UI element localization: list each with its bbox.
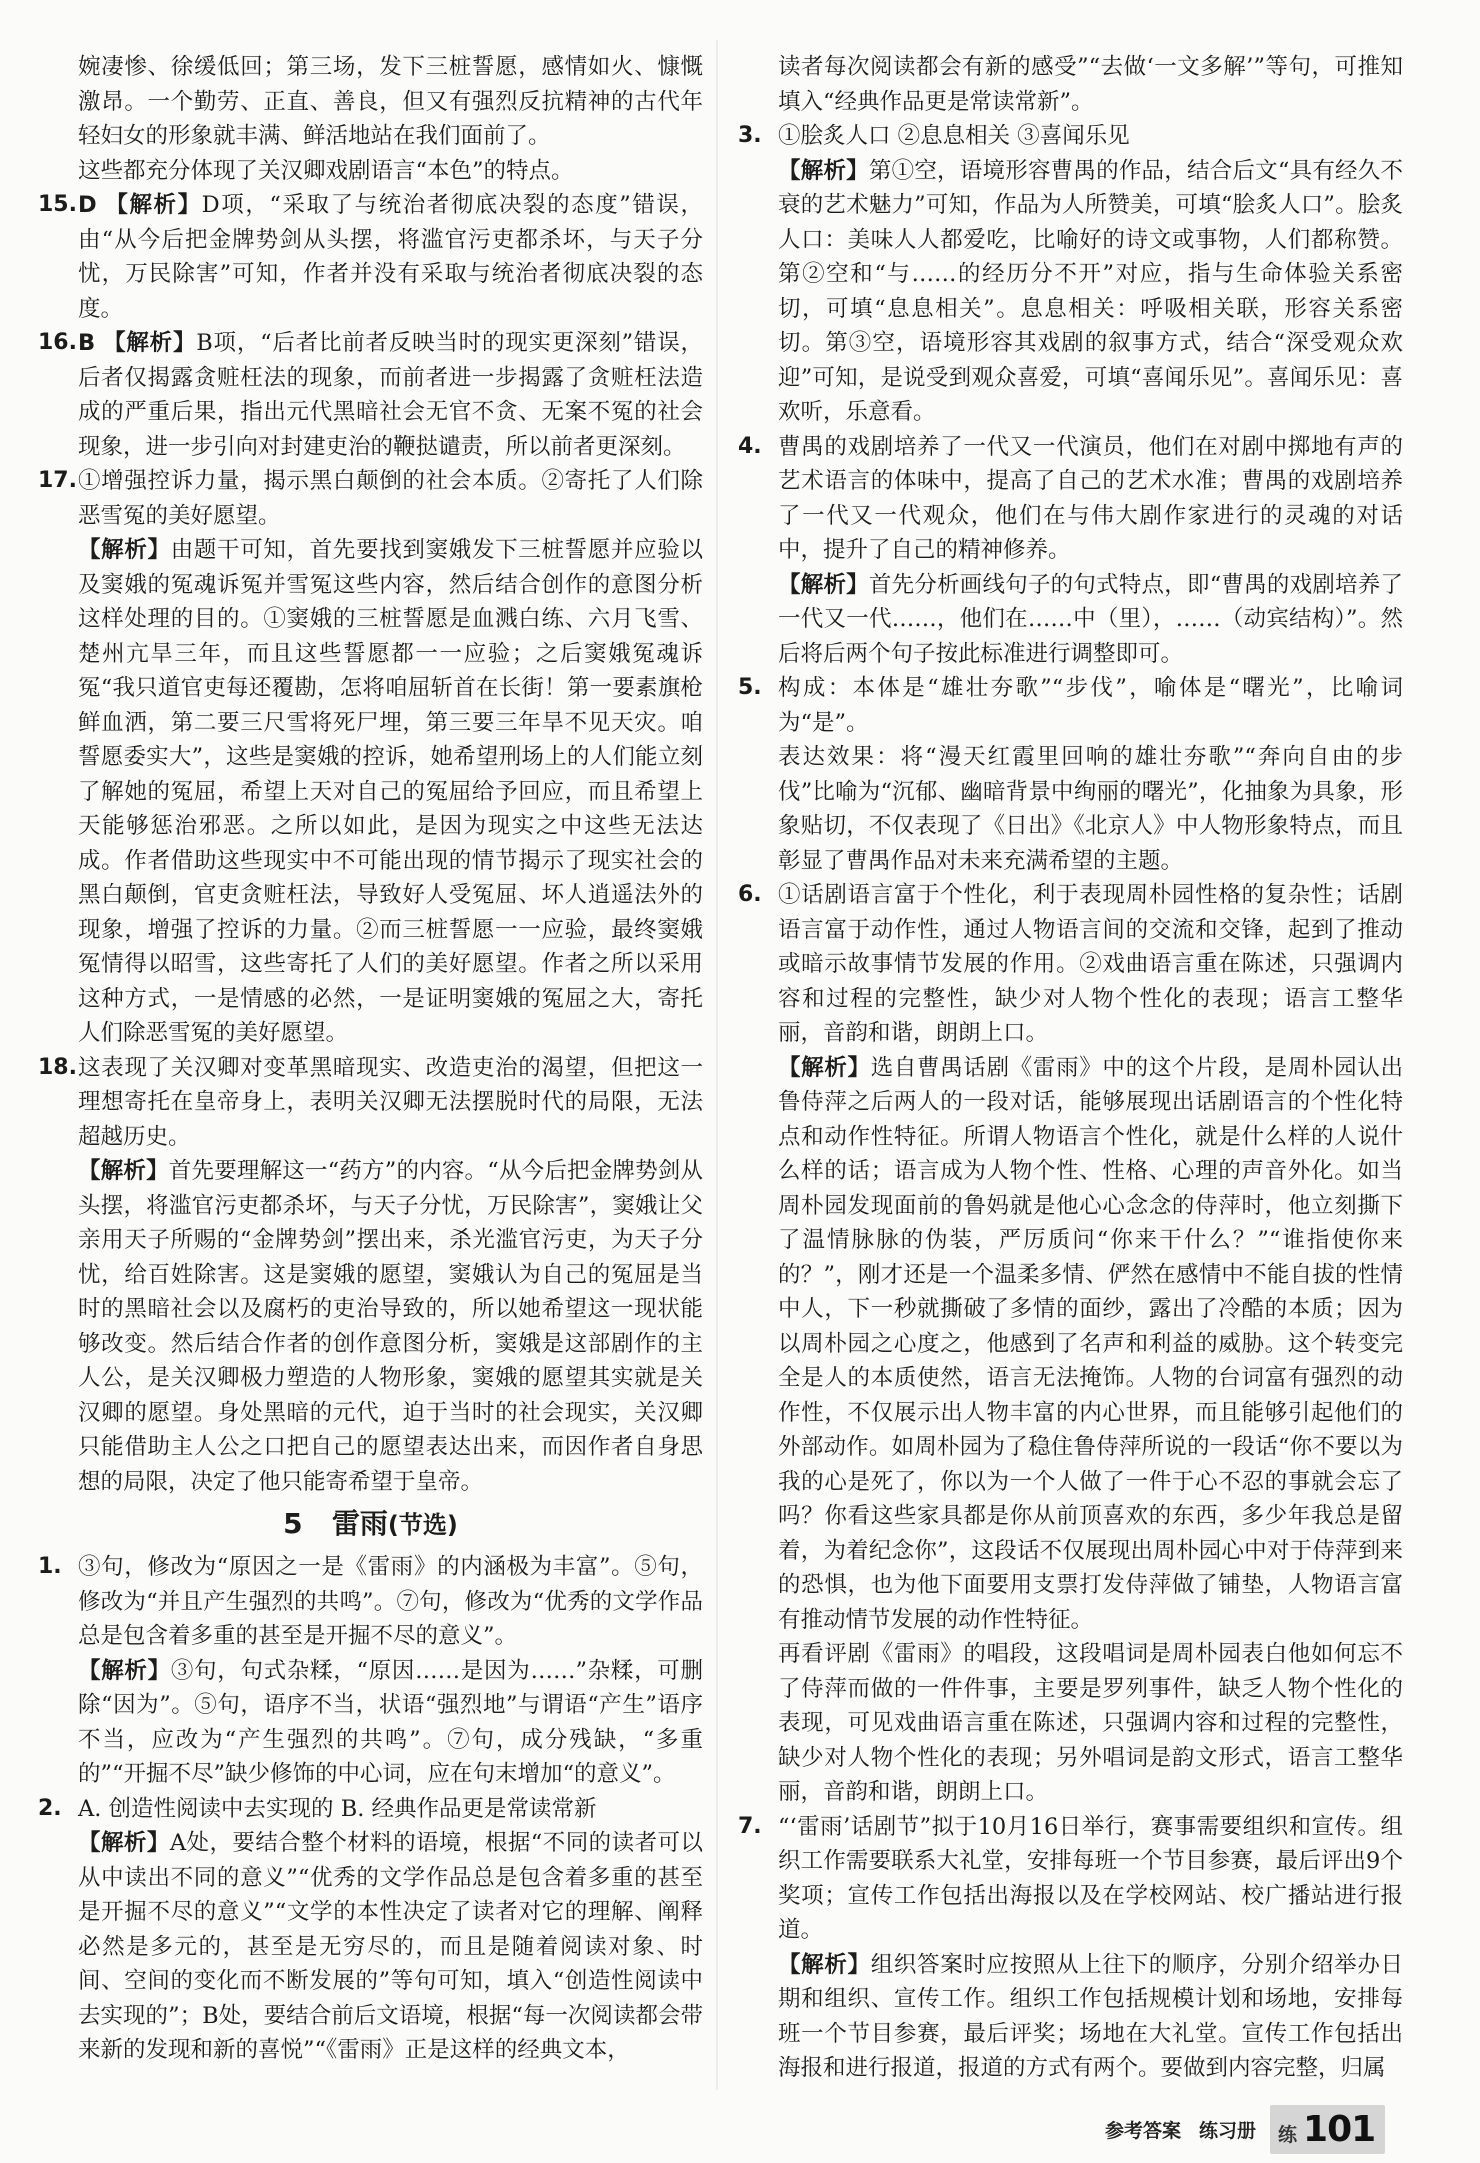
answer-choice: D [78,192,97,218]
analysis-text: 首先分析画线句子的句式特点，即“曹禺的戏剧培养了一代又一代……，他们在……中（里），……（动宾结构）”。然后将后两个句子按此标准进行调整即可。 [778,571,1403,667]
analysis-s7 [738,1948,1403,2086]
answer-choice: B [78,330,96,356]
answer-text: “‘雷雨’话剧节”拟于10月16日举行，赛事需要组织和宣传。组织工作需要联系大礼堂，安排每班一个节目参赛，最后评出9个奖项；宣传工作包括出海报以及在学校网站、校广播站进行报道。 [778,1813,1403,1943]
analysis-s2 [38,1826,703,2068]
right-column [738,50,1403,2086]
analysis-tag: 【解析】 [103,330,197,356]
left-column [38,50,703,2068]
analysis-text: A处，要结合整个材料的语境，根据“不同的读者可以从中读出不同的意义”“优秀的文学作品总是包含着多重的甚至是开掘不尽的意义”“文学的本性决定了读者对它的理解、阐释必然是多元的，甚至是无穷尽的，而且是随着阅读对象、时间、空间的变化而不断发展的”等句可知，填入“创造性阅读中去实现的”；B处，要结合前后文语境，根据“每一次阅读都会带来新的发现和新的喜悦”“《雷雨》正是这样的经典文本， [78,1830,703,2063]
analysis-text: ③句，句式杂糅，“原因……是因为……”杂糅，可删除“因为”。⑤句，语序不当，状语“强烈地”与谓语“产生”语序不当，应改为“产生强烈的共鸣”。⑦句，成分残缺，“多重的”“开掘不尽”缺少修饰的中心词，应在句末增加“的意义”。 [78,1657,703,1787]
answer-text: 构成：本体是“雄壮夯歌”“步伐”，喻体是“曙光”，比喻词为“是”。 [778,675,1403,736]
answer-text: ①话剧语言富于个性化，利于表现周朴园性格的复杂性；话剧语言富于动作性，通过人物语言间的交流和交锋，起到了推动或暗示故事情节发展的作用。②戏曲语言重在陈述，只强调内容和过程的完整性，缺少对人物个性化的表现；语言工整华丽，音韵和谐，朗朗上口。 [778,882,1403,1046]
analysis-tag: 【解析】 [778,157,869,184]
footer-practice-label: 练 [1278,2123,1298,2146]
question-number: 18. [38,1054,77,1080]
analysis-tag: 【解析】 [78,1657,171,1684]
analysis-text: D项，“采取了与统治者彻底决裂的态度”错误，由“从今后把金牌势剑从头摆，将滥官污吏都杀坏，与天子分忧，万民除害”可知，作者并没有采取与统治者彻底决裂的态度。 [78,192,703,322]
analysis-tag: 【解析】 [78,1830,170,1856]
section-question-5 [738,671,1403,740]
answer-text: 曹禺的戏剧培养了一代又一代演员，他们在对剧中掷地有声的艺术语言的体味中，提高了自己的艺术水准；曹禺的戏剧培养了一代又一代观众，他们在与伟大剧作家进行的灵魂的对话中，提升了自己的精神修养。 [778,433,1403,563]
section-title: 雷雨 [331,1507,388,1540]
question-number: 15. [38,192,77,217]
answer-text: 这表现了关汉卿对变革黑暗现实、改造吏治的渴望，但把这一理想寄托在皇帝身上，表明关汉卿无法摆脱时代的局限，无法超越历史。 [78,1054,703,1150]
continued-text: 婉凄惨、徐缓低回；第三场，发下三桩誓愿，感情如火、慷慨激昂。一个勤劳、正直、善良，但又有强烈反抗精神的古代年轻妇女的形象就丰满、鲜活地站在我们面前了。 [78,54,703,149]
question-number: 5. [738,675,762,700]
question-number: 7. [738,1813,762,1839]
question-16 [38,326,703,464]
answer-text: ①增强控诉力量，揭示黑白颠倒的社会本质。②寄托了人们除恶雪冤的美好愿望。 [78,468,703,529]
page-fold-divider [716,40,718,2090]
page-footer [1105,2104,1385,2154]
answer-text: ①脍炙人口 ②息息相关 ③喜闻乐见 [778,123,1130,149]
analysis-17 [38,533,703,1051]
analysis-text: 由题干可知，首先要找到窦娥发下三桩誓愿并应验以及窦娥的冤魂诉冤并雪冤这些内容，然后结合创作的意图分析这样处理的目的。①窦娥的三桩誓愿是血溅白练、六月飞雪、楚州亢旱三年，而且这些誓愿都一一应验；之后窦娥冤魂诉冤“我只道官吏每还覆勘，怎将咱屈斩首在长街！第一要素旗枪鲜血洒，第二要三尺雪将死尸埋，第三要三年旱不见天灾。咱誓愿委实大”，这些是窦娥的控诉，她希望刑场上的人们能立刻了解她的冤屈，希望上天对自己的冤屈给予回应，而且希望上天能够惩治邪恶。之所以如此，是因为现实之中这些无法达成。作者借助这些现实中不可能出现的情节揭示了现实社会的黑白颠倒，官吏贪赃枉法，导致好人受冤屈、坏人逍遥法外的现象，增强了控诉的力量。②而三桩誓愿一一应验，最终窦娥冤情得以昭雪，这些寄托了人们的美好愿望。作者之所以采用这种方式，一是情感的必然，一是证明窦娥的冤屈之大，寄托人们除恶雪冤的美好愿望。 [78,537,703,1046]
analysis-text: B项，“后者比前者反映当时的现实更深刻”错误，后者仅揭露贪赃枉法的现象，而前者进一步揭露了贪赃枉法造成的严重后果，指出元代黑暗社会无官不贪、无案不冤的社会现象，进一步引向对封建吏治的鞭挞谴责，所以前者更深刻。 [78,330,703,460]
analysis-s1 [38,1654,703,1792]
question-17 [38,464,703,533]
section-question-1 [38,1550,703,1654]
analysis-s4 [738,568,1403,672]
analysis-tag: 【解析】 [778,1951,871,1978]
question-number: 3. [738,123,762,148]
section-question-4 [738,430,1403,568]
analysis-tag: 【解析】 [778,1054,871,1081]
section-heading [38,1501,703,1548]
section-question-2 [38,1792,703,1827]
question-number: 6. [738,882,762,907]
question-15 [38,188,703,326]
question-number: 16. [38,330,77,355]
section-question-7 [738,1810,1403,1948]
question-number: 1. [38,1554,62,1579]
section-number: 5 [283,1507,303,1540]
answer-text: A. 创造性阅读中去实现的 B. 经典作品更是常读常新 [78,1795,597,1822]
page-number-box [1270,2105,1385,2154]
analysis-tag: 【解析】 [78,1158,169,1184]
analysis-s3 [738,154,1403,430]
analysis-text: 选自曹禺话剧《雷雨》中的这个片段，是周朴园认出鲁侍萍之后两人的一段对话，能够展现出话剧语言的个性化特点和动作性特征。所谓人物语言个性化，就是什么样的人说什么样的话；语言成为人物个性、性格、心理的声音外化。如当周朴园发现面前的鲁妈就是他心心念念的侍萍时，他立刻撕下了温情脉脉的伪装，严厉质问“你来干什么？”“谁指使你来的？”，刚才还是一个温柔多情、俨然在感情中不能自拔的性情中人，下一秒就撕破了多情的面纱，露出了冷酷的本质；因为以周朴园之心度之，他感到了名声和利益的威胁。这个转变完全是人的本质使然，语言无法掩饰。人物的台词富有强烈的动作性，不仅展示出人物丰富的内心世界，而且能够引起他们的外部动作。如周朴园为了稳住鲁侍萍所说的一段话“你不要以为我的心是死了，你以为一个人做了一件于心不忍的事就会忘了吗？你看这些家具都是你从前顶喜欢的东西，多少年我总是留着，为着纪念你”，这段话不仅展现出周朴园心中对于侍萍到来的恐惧，也为他下面要用支票打发侍萍做了铺垫，人物语言富有推动情节发展的动作性特征。 [778,1054,1403,1633]
section-subtitle: (节选) [387,1511,458,1539]
continued-text: 读者每次阅读都会有新的感受”“去做‘一文多解’”等句，可推知填入“经典作品更是常读常新”。 [778,54,1403,115]
question-number: 17. [38,468,77,493]
analysis-18 [38,1154,703,1499]
analysis-s6-continued: 再看评剧《雷雨》的唱段，这段唱词是周朴园表白他如何忘不了侍萍而做的一件件事，主要是罗列事件，缺乏人物个性化的表现，可见戏曲语言重在陈述，只强调内容和过程的完整性，缺少对人物个性化的表现；另外唱词是韵文形式，语言工整华丽，音韵和谐，朗朗上口。 [778,1641,1403,1805]
footer-workbook: 练习册 [1199,2119,1257,2142]
effect-text: 表达效果：将“漫天红霞里回响的雄壮夯歌”“奔向自由的步伐”比喻为“沉郁、幽暗背景中绚丽的曙光”，化抽象为具象，形象贴切，不仅表现了《日出》《北京人》中人物形象特点，而且彰显了曹禺作品对未来充满希望的主题。 [778,744,1403,874]
analysis-tag: 【解析】 [78,537,171,563]
section-question-3 [738,119,1403,154]
continued-conclusion: 这些都充分体现了关汉卿戏剧语言“本色”的特点。 [78,157,574,184]
section-question-6 [738,878,1403,1051]
question-number: 2. [38,1795,62,1821]
page-number: 101 [1303,2108,1376,2150]
analysis-tag: 【解析】 [778,571,869,598]
footer-reference-answers: 参考答案 [1105,2119,1182,2142]
analysis-tag: 【解析】 [105,192,202,218]
analysis-text: 第①空，语境形容曹禺的作品，结合后文“具有经久不衰的艺术魅力”可知，作品为人所赞美，可填“脍炙人口”。脍炙人口：美味人人都爱吃，比喻好的诗文或事物，人们都称赞。第②空和“与……的经历分不开”对应，指与生命体验关系密切，可填“息息相关”。息息相关：呼吸相关联，形容关系密切。第③空，语境形容其戏剧的叙事方式，结合“深受观众欢迎”可知，是说受到观众喜爱，可填“喜闻乐见”。喜闻乐见：喜欢听，乐意看。 [778,157,1403,425]
question-number: 4. [738,433,762,459]
analysis-s6 [738,1051,1403,1638]
answer-text: ③句，修改为“原因之一是《雷雨》的内涵极为丰富”。⑤句，修改为“并且产生强烈的共鸣”。⑦句，修改为“优秀的文学作品总是包含着多重的甚至是开掘不尽的意义”。 [78,1554,703,1649]
analysis-text: 首先要理解这一“药方”的内容。“从今后把金牌势剑从头摆，将滥官污吏都杀坏，与天子分忧，万民除害”，窦娥让父亲用天子所赐的“金牌势剑”摆出来，杀光滥官污吏，为天子分忧，给百姓除害。这是窦娥的愿望，窦娥认为自己的冤屈是当时的黑暗社会以及腐朽的吏治导致的，所以她希望这一现状能够改变。然后结合作者的创作意图分析，窦娥是这部剧作的主人公，是关汉卿极力塑造的人物形象，窦娥的愿望其实就是关汉卿的愿望。身处黑暗的元代，迫于当时的社会现实，关汉卿只能借助主人公之口把自己的愿望表达出来，而因作者自身思想的局限，决定了他只能寄希望于皇帝。 [78,1158,703,1495]
analysis-text: 组织答案时应按照从上往下的顺序，分别介绍举办日期和组织、宣传工作。组织工作包括规模计划和场地，安排每班一个节目参赛，最后评奖；场地在大礼堂。宣传工作包括出海报和进行报道，报道的方式有两个。要做到内容完整，归属 [778,1951,1403,2081]
question-18 [38,1051,703,1155]
